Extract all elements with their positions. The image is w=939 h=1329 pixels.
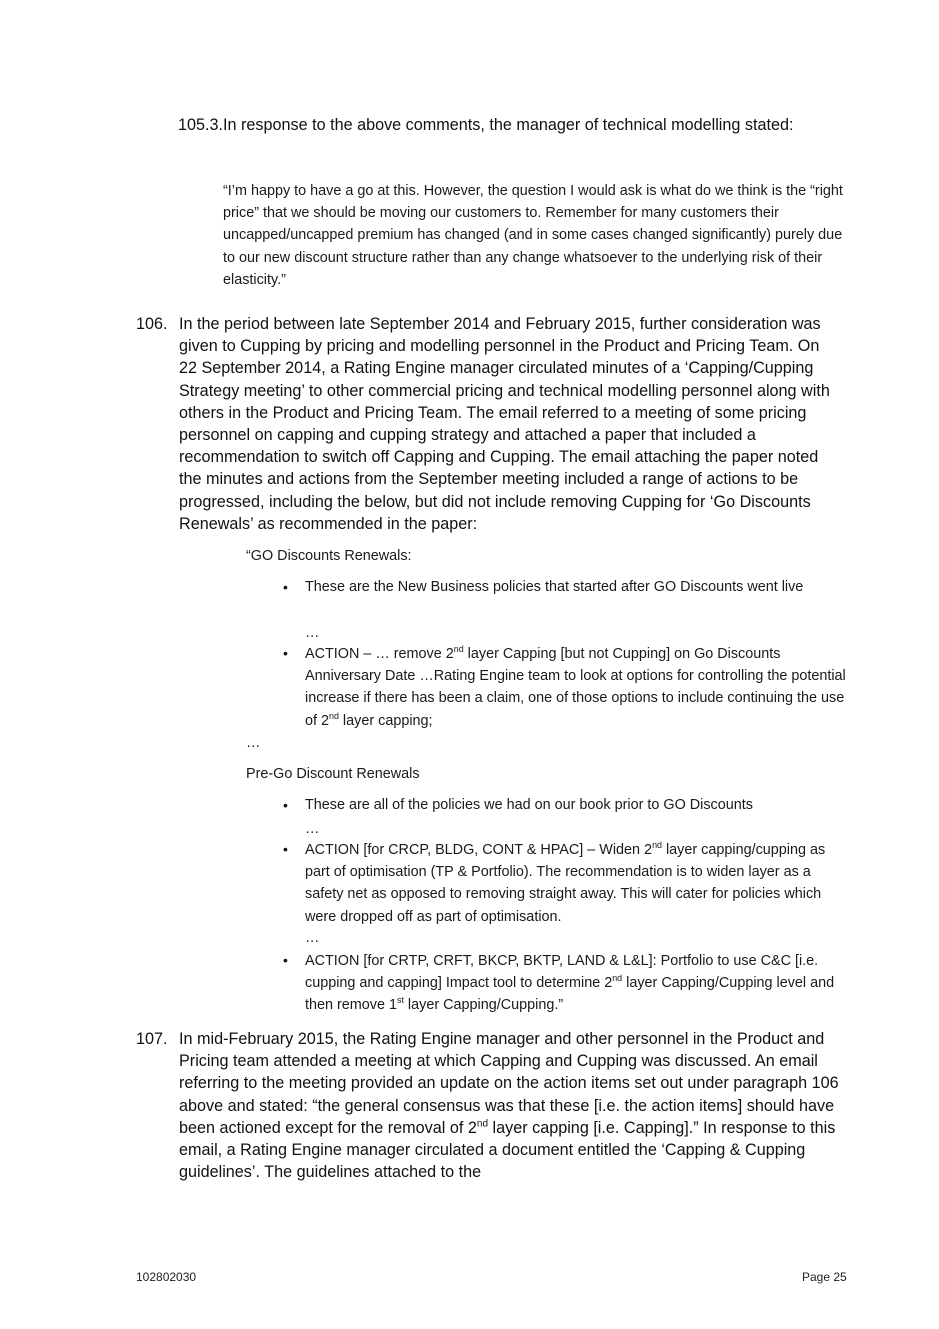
- bullet-point: •: [283, 579, 288, 595]
- paragraph-text-content: In response to the above comments, the manager of technical modelling stated:: [223, 116, 794, 134]
- paragraph-number: 105.3.: [178, 116, 224, 134]
- ellipsis: …: [305, 625, 320, 641]
- go-discounts-heading: “GO Discounts Renewals:: [246, 548, 412, 564]
- pre-bullet-1: These are all of the policies we had on our book prior to GO Discounts: [305, 797, 753, 813]
- paragraph-number: 106.: [136, 315, 168, 333]
- go-bullet-2: ACTION – … remove 2nd layer Capping [but not Cupping] on Go Discounts Anniversary Date …Rating Engine team to look at options for controlling the potential increase if there has been a claim, one of those options to include continuing the use of 2nd layer capping;: [305, 644, 846, 729]
- ellipsis: …: [305, 821, 320, 837]
- pre-go-heading: Pre-Go Discount Renewals: [246, 766, 420, 782]
- paragraph-text: [223, 114, 818, 136]
- paragraph-text: In mid-February 2015, the Rating Engine manager and other personnel in the Product and Pricing team attended a meeting at which Capping and Cupping was discussed. An email referring to the meeting provided an update on the action items set out under paragraph 106 above and stated: “the general consensus was that these [i.e. the action items] should have been actioned except for the removal of 2nd layer capping [i.e. Capping].” In response to this email, a Rating Engine manager circulated a document entitled the ‘Capping & Cupping guidelines’. The guidelines attached to the: [179, 1030, 839, 1182]
- quote-block-105-3: “I’m happy to have a go at this. However, the question I would ask is what do we think is the “right price” that we should be moving our customers to. Remember for many customers their uncapped/uncapped premium has changed (and in some cases changed significantly) purely due to our new discount structure rather than any change whatsoever to the underlying risk of their elasticity.”: [223, 183, 843, 288]
- ellipsis: …: [246, 735, 261, 751]
- bullet-point: •: [283, 797, 288, 813]
- paragraph-106: [136, 313, 836, 535]
- paragraph-105-3: [178, 114, 818, 136]
- bullet-point: •: [283, 952, 288, 968]
- go-bullet-1: These are the New Business policies that started after GO Discounts went live: [305, 579, 804, 595]
- paragraph-107: [136, 1028, 839, 1183]
- ellipsis: …: [305, 930, 320, 946]
- document-id: 102802030: [136, 1270, 197, 1284]
- pre-bullet-3: ACTION [for CRTP, CRFT, BKCP, BKTP, LAND & L&L]: Portfolio to use C&C [i.e. cupping and capping] Impact tool to determine 2nd layer Capping/Cupping level and then remove 1st layer Capping/Cupping.”: [305, 953, 835, 1014]
- paragraph-text: In the period between late September 2014 and February 2015, further consideration was given to Cupping by pricing and modelling personnel in the Product and Pricing Team. On 22 September 2014, a Rating Engine manager circulated minutes of a ‘Capping/Cupping Strategy meeting’ to other commercial pricing and technical modelling personnel along with others in the Product and Pricing Team. The email referred to a meeting of some pricing personnel on capping and cupping strategy and attached a paper that included a recommendation to switch off Capping and Cupping. The email attaching the paper noted the minutes and actions from the September meeting included a range of actions to be progressed, including the below, but did not include removing Cupping for ‘Go Discounts Renewals’ as recommended in the paper:: [179, 315, 830, 533]
- pre-bullet-2: ACTION [for CRCP, BLDG, CONT & HPAC] – Widen 2nd layer capping/cupping as part of optimisation (TP & Portfolio). The recommendation is to widen layer as a safety net as opposed to removing straight away. This will cater for policies which were dropped off as part of optimisation.: [305, 840, 826, 925]
- bullet-point: •: [283, 841, 288, 857]
- paragraph-number: 107.: [136, 1030, 168, 1048]
- page-number: Page 25: [802, 1270, 847, 1284]
- bullet-point: •: [283, 645, 288, 661]
